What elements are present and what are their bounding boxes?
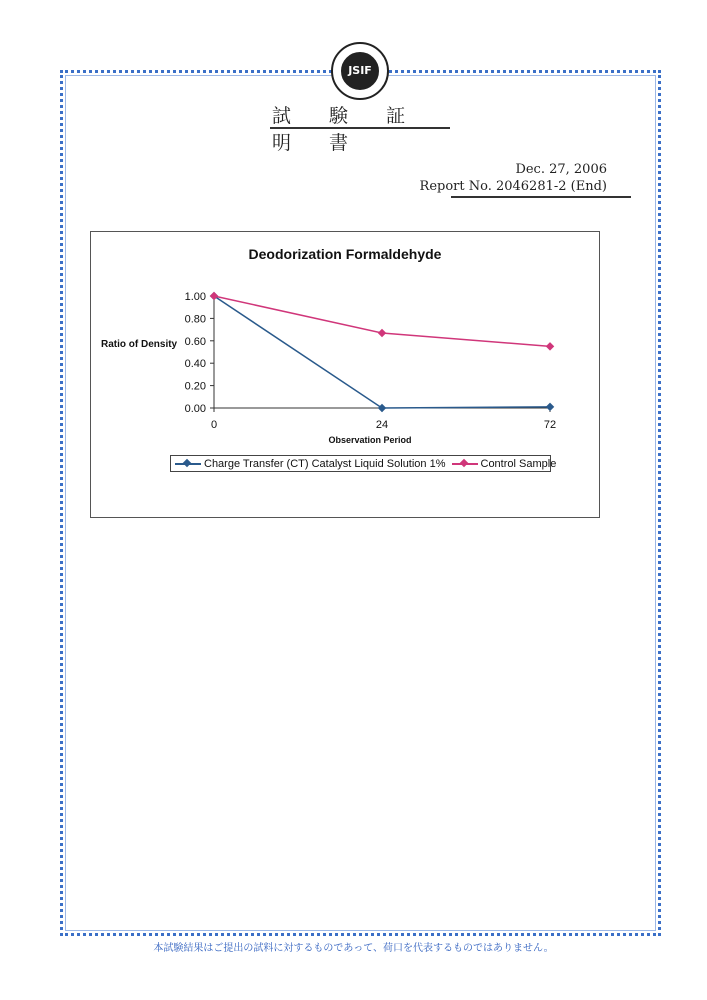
legend-item-ct	[175, 458, 446, 470]
title-underline	[270, 127, 450, 129]
series-line-1	[214, 296, 550, 346]
report-date: Dec. 27, 2006	[515, 162, 607, 177]
series-point-1	[210, 292, 218, 300]
legend-label-control: Control Sample	[480, 457, 557, 470]
y-tick-label: 0.20	[184, 380, 206, 393]
x-tick-label: 0	[210, 419, 218, 431]
seal-logo	[331, 42, 389, 100]
y-tick-label: 0.40	[184, 358, 206, 371]
y-tick-label: 0.60	[184, 335, 206, 348]
document-title: 試 験 証 明 書	[272, 105, 422, 154]
y-tick-label: 0.00	[184, 403, 206, 415]
y-tick-label: 0.80	[184, 313, 206, 326]
legend-item-control	[452, 458, 557, 470]
series-point-0	[378, 404, 386, 412]
legend-label-ct: Charge Transfer (CT) Catalyst Liquid Solution 1%	[204, 457, 446, 470]
chart-container	[90, 231, 600, 518]
x-tick-label: 24	[375, 419, 389, 431]
report-number: Report No. 2046281-2 (End)	[419, 179, 607, 194]
legend-swatch-ct	[175, 459, 201, 469]
seal-logo-text: JSIF	[341, 52, 379, 90]
y-axis-label: Ratio of Density	[101, 339, 178, 350]
chart-title: Deodorization Formaldehyde	[248, 246, 442, 262]
x-tick-label: 72	[543, 419, 557, 431]
series-point-0	[546, 403, 554, 411]
legend-swatch-control	[452, 459, 478, 469]
x-axis-label: Observation Period	[328, 435, 412, 445]
footer-disclaimer: 本試験結果はご提出の試料に対するものであって、荷口を代表するものではありません。	[153, 943, 554, 954]
series-point-1	[378, 329, 386, 337]
chart-legend	[170, 455, 557, 472]
report-underline	[451, 196, 631, 198]
series-point-1	[546, 342, 554, 350]
chart-plot	[91, 232, 601, 519]
y-tick-label: 1.00	[184, 291, 206, 303]
series-line-0	[214, 296, 550, 408]
